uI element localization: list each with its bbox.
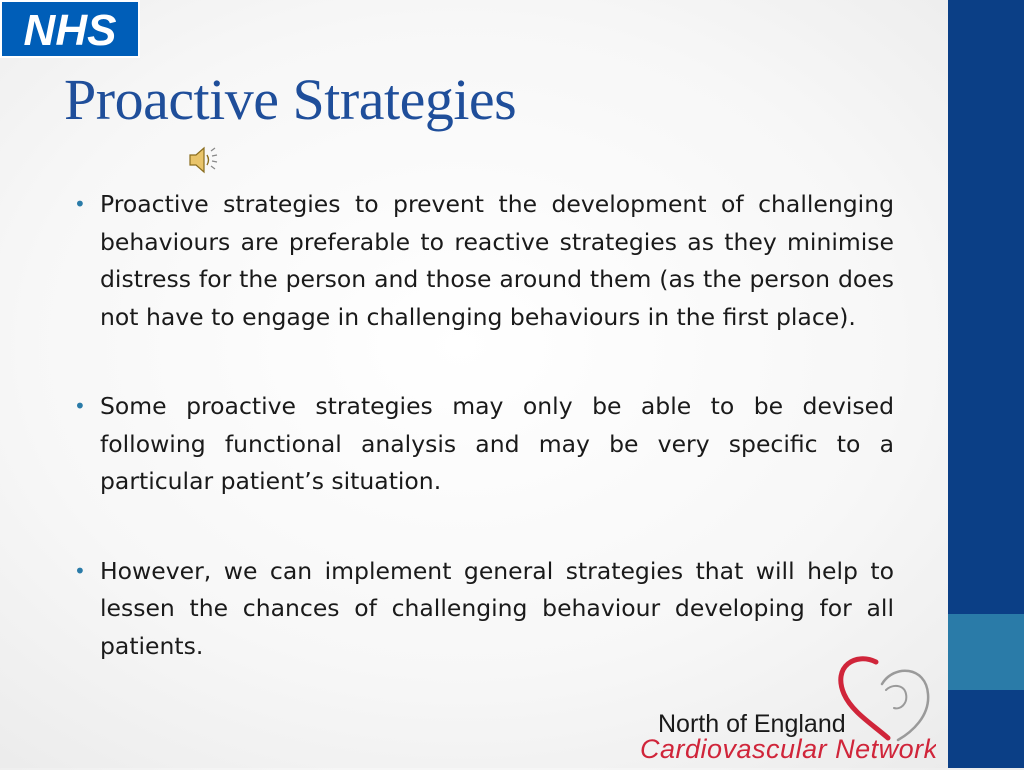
speaker-icon[interactable] — [186, 143, 222, 177]
heart-icon — [841, 659, 928, 740]
network-logo-line1: North of England — [658, 710, 846, 738]
bullet-text: Proactive strategies to prevent the development of challenging behaviours are preferable to reactive strategies as they minimise distress for the person and those around them (as the person does not have to engage in challenging behaviours in the first place). — [100, 190, 894, 331]
network-logo — [636, 654, 936, 766]
bullet-item — [72, 186, 894, 336]
bullet-text: Some proactive strategies may only be able to be devised following functional analysis and may be very specific to a particular patient’s situation. — [100, 392, 894, 495]
right-decor-band-accent — [948, 614, 1024, 690]
bullet-item — [72, 553, 894, 666]
bullet-marker: • — [74, 192, 86, 216]
bullet-marker: • — [74, 558, 86, 583]
bullet-item — [72, 388, 894, 501]
bullet-list — [72, 186, 894, 665]
bullet-text: However, we can implement general strategies that will help to lessen the chances of challenging behaviour developing for all patients. — [100, 556, 894, 660]
network-logo-line2: Cardiovascular Network — [640, 734, 936, 764]
bullet-marker: • — [74, 394, 86, 418]
slide-title: Proactive Strategies — [64, 67, 517, 132]
nhs-logo-text: NHS — [23, 6, 117, 55]
nhs-logo — [0, 0, 140, 58]
